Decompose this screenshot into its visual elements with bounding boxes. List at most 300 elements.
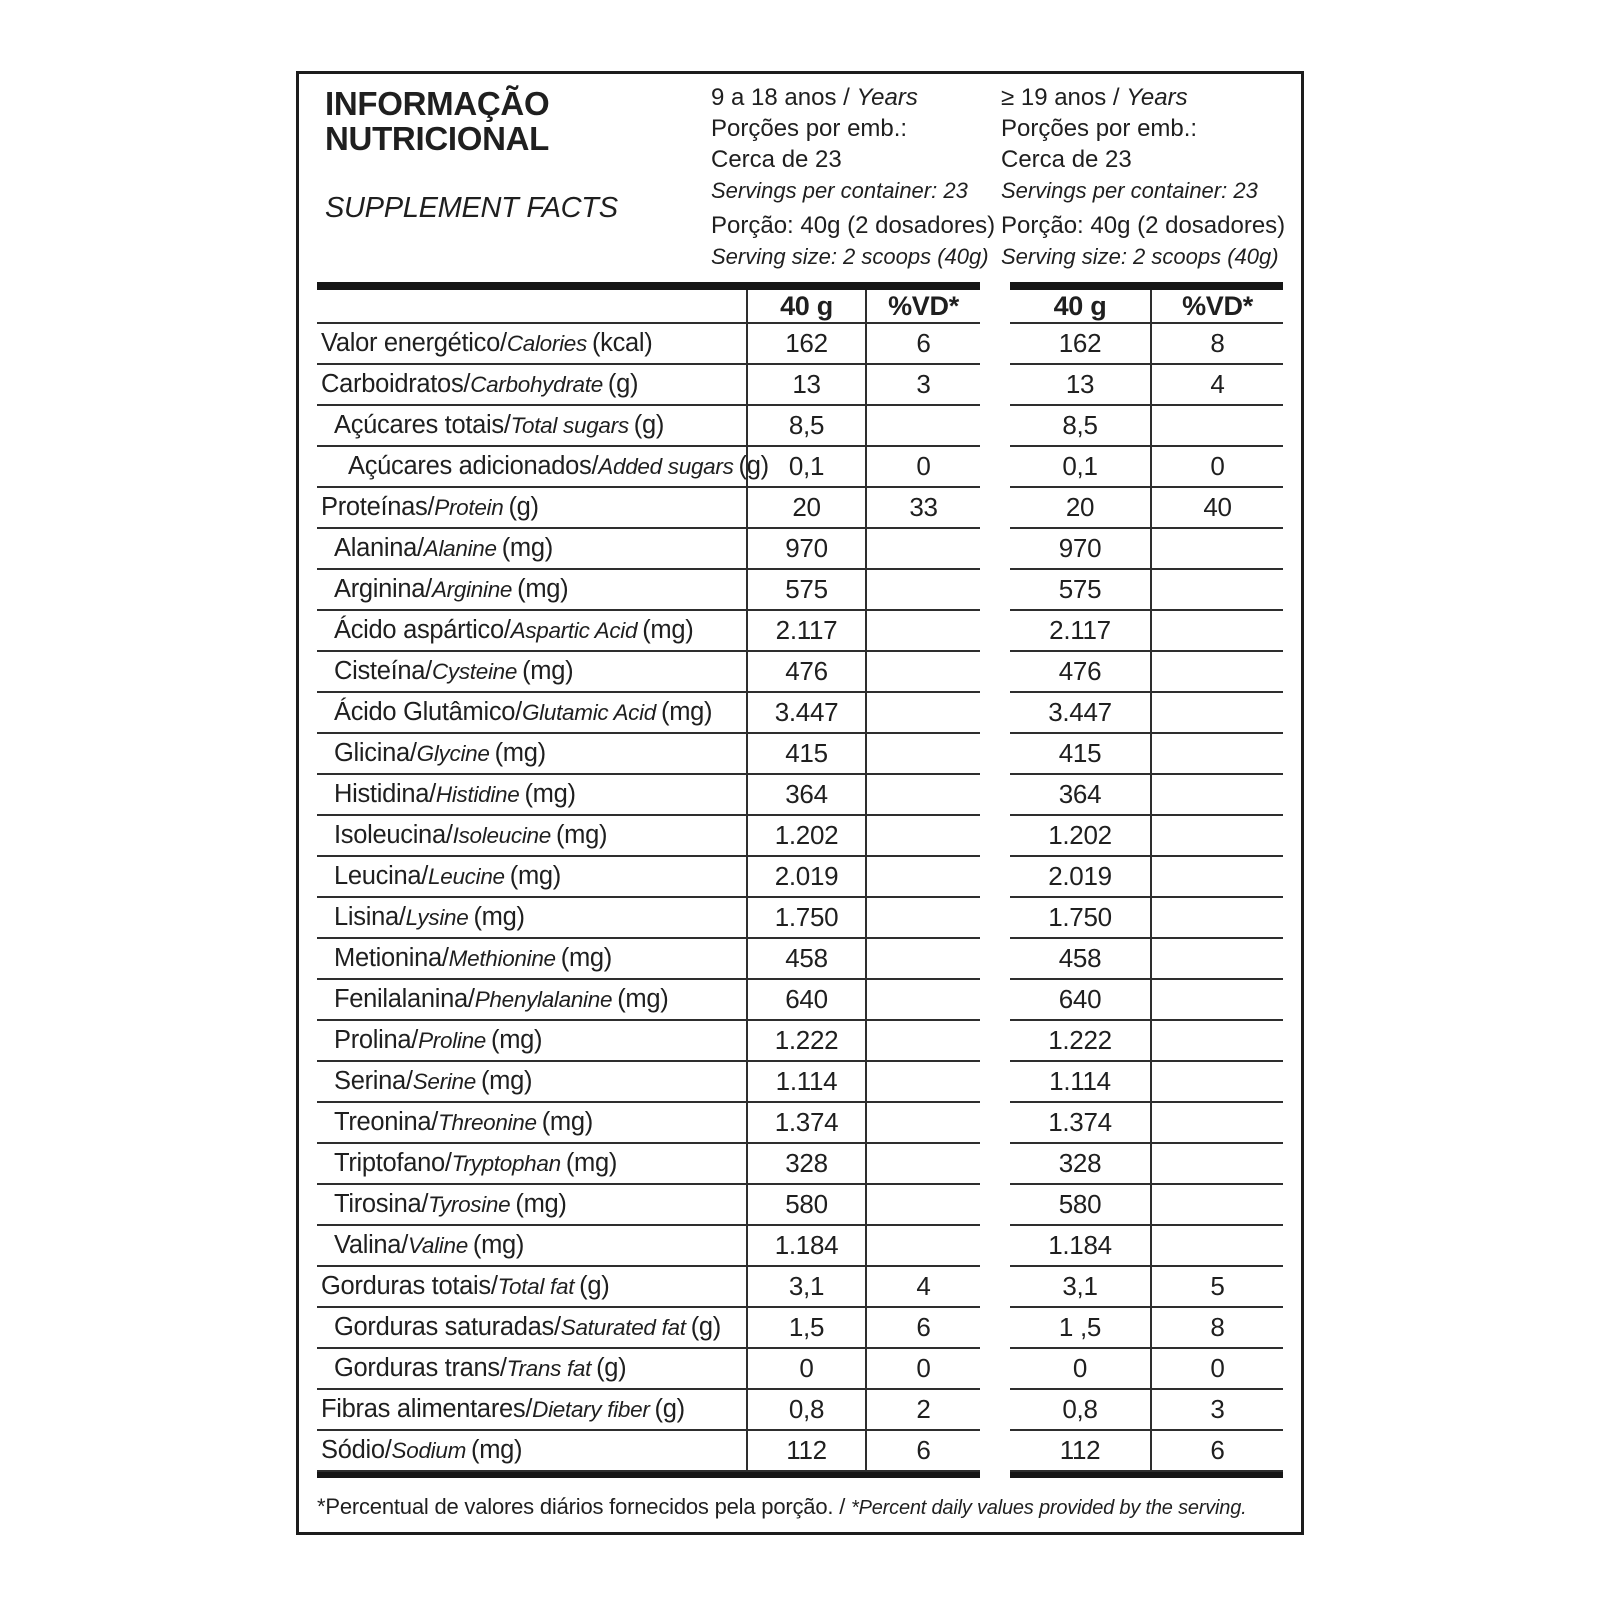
amount-value-group2: 2.117	[1010, 611, 1150, 652]
amount-value-group2: 580	[1010, 1185, 1150, 1226]
dv-value-group2	[1150, 980, 1283, 1021]
nutrient-name-pt: Isoleucina	[334, 821, 446, 849]
nutrient-unit: (mg)	[565, 1149, 618, 1177]
nutrient-name-en: Threonine	[438, 1109, 537, 1135]
age-range-group2	[1001, 82, 1296, 113]
nutrient-name-en: Cysteine	[431, 658, 518, 684]
servings-pt-line1-group1: Porções por emb.:	[711, 115, 908, 142]
column-gap	[980, 980, 1010, 1021]
dv-value-group1	[865, 1226, 980, 1267]
right-pad	[1283, 898, 1300, 939]
serving-info-group1	[711, 82, 996, 272]
dv-value-group2: 8	[1150, 324, 1283, 365]
nutrient-label	[317, 365, 746, 406]
nutrient-row	[317, 1267, 1301, 1308]
nutrient-name-en: Isoleucine	[452, 822, 551, 848]
dv-value-group2	[1150, 1021, 1283, 1062]
dv-value-group1	[865, 406, 980, 447]
nutrient-name-pt: Valina	[334, 1231, 402, 1259]
amount-value-group2: 1.202	[1010, 816, 1150, 857]
nutrient-row	[317, 324, 1301, 365]
nutrient-name-pt: Tirosina	[334, 1190, 422, 1218]
nutrient-unit: (mg)	[494, 739, 546, 767]
nutrient-name-separator: /	[431, 1108, 439, 1136]
dv-value-group1	[865, 1144, 980, 1185]
amount-value-group2: 1.374	[1010, 1103, 1150, 1144]
nutrient-name-pt: Fenilalanina	[334, 985, 468, 1013]
nutrient-label	[317, 570, 746, 611]
amount-value-group2: 13	[1010, 365, 1150, 406]
header-amount-group1: 40 g	[746, 290, 865, 324]
amount-value-group1: 1,5	[746, 1308, 865, 1349]
nutrient-name-separator: /	[425, 575, 432, 603]
right-pad	[1283, 734, 1300, 775]
header-dv-group2: %VD*	[1150, 290, 1283, 324]
right-pad	[1283, 1103, 1300, 1144]
amount-value-group2: 0,1	[1010, 447, 1150, 488]
nutrient-name-pt: Treonina	[334, 1108, 432, 1136]
nutrient-name-en: Dietary fiber	[532, 1396, 650, 1422]
dv-value-group2: 0	[1150, 1349, 1283, 1390]
amount-value-group1: 1.374	[746, 1103, 865, 1144]
top-bar-right-segment	[1010, 282, 1283, 290]
right-pad	[1283, 693, 1300, 734]
servings-pt-line2-group1: Cerca de 23	[711, 146, 842, 173]
amount-value-group2: 328	[1010, 1144, 1150, 1185]
dv-value-group2	[1150, 1062, 1283, 1103]
label-header	[299, 74, 1301, 282]
dv-value-group1: 4	[865, 1267, 980, 1308]
dv-value-group1	[865, 1021, 980, 1062]
amount-value-group1: 20	[746, 488, 865, 529]
table-header-row	[317, 290, 1301, 324]
nutrient-name-separator: /	[444, 1149, 452, 1177]
header-dv-group1: %VD*	[865, 290, 980, 324]
nutrient-row	[317, 734, 1301, 775]
dv-value-group1	[865, 816, 980, 857]
nutrient-unit: (mg)	[501, 534, 553, 562]
right-pad	[1283, 1267, 1300, 1308]
age-range-en: Years	[856, 84, 918, 111]
nutrient-name-en: Carbohydrate	[470, 371, 603, 397]
dv-value-group2	[1150, 939, 1283, 980]
dv-value-group2	[1150, 693, 1283, 734]
age-range-pt: 9 a 18 anos /	[711, 84, 857, 111]
dv-value-group2	[1150, 611, 1283, 652]
nutrient-name-en: Total sugars	[510, 412, 629, 438]
amount-value-group1: 476	[746, 652, 865, 693]
nutrient-name-pt: Proteínas	[321, 493, 428, 521]
right-pad	[1283, 1185, 1300, 1226]
nutrient-unit: (g)	[579, 1272, 610, 1300]
nutrient-label	[317, 734, 746, 775]
nutrient-label	[317, 775, 746, 816]
servings-pt-line1-group2: Porções por emb.:	[1001, 115, 1198, 142]
nutrient-row	[317, 570, 1301, 611]
dv-value-group1	[865, 1103, 980, 1144]
amount-value-group1: 1.222	[746, 1021, 865, 1062]
amount-value-group2: 1 ,5	[1010, 1308, 1150, 1349]
nutrient-name-separator: /	[384, 1436, 392, 1464]
nutrient-name-en: Alanine	[423, 535, 497, 561]
nutrient-name-pt: Açúcares adicionados	[348, 452, 592, 480]
dv-value-group1: 33	[865, 488, 980, 529]
nutrient-unit: (kcal)	[591, 329, 653, 357]
nutrient-name-pt: Leucina	[334, 862, 422, 890]
nutrient-label	[317, 939, 746, 980]
portion-en-group2: Serving size: 2 scoops (40g)	[1001, 244, 1279, 269]
right-pad	[1283, 1390, 1300, 1431]
amount-value-group2: 3,1	[1010, 1267, 1150, 1308]
dv-value-group1: 3	[865, 365, 980, 406]
dv-value-group1: 6	[865, 1431, 980, 1472]
dv-value-group1: 0	[865, 1349, 980, 1390]
nutrient-unit: (mg)	[541, 1108, 593, 1136]
nutrient-row	[317, 1185, 1301, 1226]
dv-value-group2	[1150, 1103, 1283, 1144]
column-gap	[980, 816, 1010, 857]
bottom-bar-left-segment	[317, 1472, 980, 1478]
right-pad	[1283, 857, 1300, 898]
label-title-block	[325, 86, 618, 225]
dv-value-group2	[1150, 406, 1283, 447]
nutrient-name-en: Tyrosine	[428, 1191, 511, 1217]
nutrient-unit: (mg)	[661, 698, 713, 726]
nutrient-name-en: Methionine	[448, 945, 556, 971]
footnote-pt: *Percentual de valores diários fornecidos pela porção. /	[317, 1494, 852, 1519]
nutrient-row	[317, 775, 1301, 816]
nutrient-name-pt: Histidina	[334, 780, 430, 808]
dv-value-group2	[1150, 529, 1283, 570]
right-pad	[1283, 1431, 1300, 1472]
amount-value-group1: 0,1	[746, 447, 865, 488]
nutrient-label	[317, 324, 746, 365]
column-gap	[980, 488, 1010, 529]
amount-value-group1: 328	[746, 1144, 865, 1185]
table-top-bar	[317, 282, 1301, 290]
nutrient-name-pt: Arginina	[334, 575, 426, 603]
nutrient-name-separator: /	[553, 1313, 561, 1341]
amount-value-group1: 415	[746, 734, 865, 775]
column-gap	[980, 775, 1010, 816]
right-pad	[1283, 1308, 1300, 1349]
nutrient-label	[317, 1062, 746, 1103]
nutrient-name-pt: Cisteína	[334, 657, 426, 685]
nutrient-label	[317, 1144, 746, 1185]
nutrient-name-en: Proline	[418, 1027, 487, 1053]
dv-value-group1	[865, 652, 980, 693]
nutrient-name-separator: /	[490, 1272, 498, 1300]
nutrient-name-en: Added sugars	[598, 453, 734, 479]
amount-value-group2: 162	[1010, 324, 1150, 365]
nutrient-row	[317, 1021, 1301, 1062]
nutrient-name-pt: Ácido aspártico	[334, 616, 504, 644]
nutrient-name-separator: /	[467, 985, 475, 1013]
dv-value-group1	[865, 1062, 980, 1103]
nutrient-unit: (g)	[690, 1313, 721, 1341]
dv-value-group2	[1150, 1226, 1283, 1267]
nutrient-name-separator: /	[499, 1354, 507, 1382]
right-pad	[1283, 611, 1300, 652]
nutrient-unit: (mg)	[517, 575, 569, 603]
nutrient-unit: (g)	[633, 411, 665, 439]
nutrient-label	[317, 406, 746, 447]
nutrient-label	[317, 1226, 746, 1267]
nutrient-name-pt: Ácido Glutâmico	[334, 698, 516, 726]
nutrient-label	[317, 652, 746, 693]
dv-value-group1	[865, 529, 980, 570]
nutrient-name-separator: /	[427, 493, 435, 521]
nutrient-label	[317, 1390, 746, 1431]
nutrient-row	[317, 1226, 1301, 1267]
nutrient-label	[317, 529, 746, 570]
dv-value-group1: 6	[865, 324, 980, 365]
nutrient-name-separator: /	[503, 616, 511, 644]
servings-en-group1: Servings per container: 23	[711, 178, 968, 203]
amount-value-group1: 580	[746, 1185, 865, 1226]
nutrient-name-pt: Gorduras trans	[334, 1354, 500, 1382]
dv-value-group2	[1150, 1185, 1283, 1226]
dv-value-group2: 3	[1150, 1390, 1283, 1431]
nutrient-label	[317, 1021, 746, 1062]
column-gap	[980, 1308, 1010, 1349]
nutrient-row	[317, 1308, 1301, 1349]
nutrient-label	[317, 488, 746, 529]
amount-value-group1: 970	[746, 529, 865, 570]
amount-value-group2: 575	[1010, 570, 1150, 611]
nutrient-row	[317, 652, 1301, 693]
nutrient-row	[317, 1144, 1301, 1185]
nutrient-row	[317, 365, 1301, 406]
nutrient-unit: (mg)	[560, 944, 612, 972]
amount-value-group2: 970	[1010, 529, 1150, 570]
dv-value-group1	[865, 570, 980, 611]
portion-pt-group1: Porção: 40g (2 dosadores)	[711, 212, 996, 239]
nutrient-name-separator: /	[429, 780, 436, 808]
label-title-pt-line2: NUTRICIONAL	[325, 120, 550, 157]
right-pad	[1283, 1062, 1300, 1103]
column-gap	[980, 324, 1010, 365]
nutrient-name-separator: /	[515, 698, 522, 726]
column-gap	[980, 1267, 1010, 1308]
dv-value-group1: 0	[865, 447, 980, 488]
right-pad	[1283, 980, 1300, 1021]
nutrient-name-en: Serine	[412, 1068, 476, 1094]
column-gap	[980, 611, 1010, 652]
nutrient-row	[317, 406, 1301, 447]
column-gap	[980, 529, 1010, 570]
nutrient-name-en: Arginine	[431, 576, 513, 602]
amount-value-group1: 640	[746, 980, 865, 1021]
dv-value-group1	[865, 693, 980, 734]
footnote	[317, 1494, 1287, 1520]
dv-value-group2	[1150, 857, 1283, 898]
dv-value-group1: 6	[865, 1308, 980, 1349]
dv-value-group2: 0	[1150, 447, 1283, 488]
nutrition-label	[296, 71, 1304, 1535]
nutrient-name-separator: /	[421, 862, 429, 890]
nutrient-row	[317, 488, 1301, 529]
nutrient-unit: (mg)	[515, 1190, 567, 1218]
right-pad	[1283, 1021, 1300, 1062]
nutrient-unit: (g)	[508, 493, 539, 521]
amount-value-group2: 0	[1010, 1349, 1150, 1390]
nutrient-unit: (mg)	[555, 821, 608, 849]
nutrient-row	[317, 939, 1301, 980]
nutrient-name-pt: Lisina	[334, 903, 399, 931]
nutrient-unit: (g)	[596, 1354, 627, 1382]
amount-value-group1: 13	[746, 365, 865, 406]
column-gap	[980, 1390, 1010, 1431]
dv-value-group2	[1150, 1144, 1283, 1185]
dv-value-group2: 6	[1150, 1431, 1283, 1472]
nutrient-label	[317, 693, 746, 734]
nutrient-name-separator: /	[500, 329, 507, 357]
amount-value-group1: 0,8	[746, 1390, 865, 1431]
nutrition-table	[317, 282, 1301, 1478]
nutrient-name-en: Trans fat	[506, 1355, 592, 1381]
nutrient-name-en: Protein	[434, 494, 504, 520]
right-pad	[1283, 570, 1300, 611]
amount-value-group2: 640	[1010, 980, 1150, 1021]
header-empty-cell	[317, 290, 746, 324]
column-gap	[980, 1144, 1010, 1185]
bottom-bar-right-segment	[1010, 1472, 1283, 1478]
nutrient-unit: (mg)	[522, 657, 574, 685]
dv-value-group2: 40	[1150, 488, 1283, 529]
dv-value-group2: 5	[1150, 1267, 1283, 1308]
amount-value-group2: 3.447	[1010, 693, 1150, 734]
amount-value-group2: 1.222	[1010, 1021, 1150, 1062]
nutrient-name-separator: /	[503, 411, 511, 439]
top-bar-left-segment	[317, 282, 980, 290]
nutrient-unit: (mg)	[642, 616, 694, 644]
nutrient-unit: (mg)	[471, 1436, 523, 1464]
nutrient-label	[317, 1431, 746, 1472]
right-pad	[1283, 939, 1300, 980]
nutrient-row	[317, 611, 1301, 652]
dv-value-group2	[1150, 898, 1283, 939]
column-gap	[980, 1431, 1010, 1472]
table-bottom-bar	[317, 1472, 1301, 1478]
amount-value-group2: 2.019	[1010, 857, 1150, 898]
nutrient-name-en: Lysine	[405, 904, 469, 930]
nutrient-label	[317, 898, 746, 939]
nutrient-unit: (mg)	[491, 1026, 543, 1054]
amount-value-group1: 1.202	[746, 816, 865, 857]
amount-value-group1: 1.750	[746, 898, 865, 939]
nutrient-name-pt: Gorduras totais	[321, 1272, 491, 1300]
nutrient-name-separator: /	[398, 903, 406, 931]
nutrient-row	[317, 529, 1301, 570]
amount-value-group1: 3.447	[746, 693, 865, 734]
right-pad	[1283, 529, 1300, 570]
nutrient-unit: (mg)	[480, 1067, 533, 1095]
column-gap	[980, 898, 1010, 939]
dv-value-group1: 2	[865, 1390, 980, 1431]
nutrient-name-en: Calories	[506, 330, 587, 356]
nutrient-label	[317, 447, 769, 488]
nutrient-name-pt: Açúcares totais	[334, 411, 504, 439]
nutrient-label	[317, 1185, 746, 1226]
servings-pt-line2-group2: Cerca de 23	[1001, 146, 1132, 173]
amount-value-group1: 458	[746, 939, 865, 980]
nutrient-label	[317, 1308, 746, 1349]
amount-value-group1: 8,5	[746, 406, 865, 447]
amount-value-group2: 112	[1010, 1431, 1150, 1472]
nutrient-name-en: Tryptophan	[451, 1150, 561, 1176]
nutrient-name-pt: Valor energético	[321, 329, 501, 357]
nutrient-row	[317, 1103, 1301, 1144]
nutrient-name-en: Glycine	[416, 740, 490, 766]
nutrient-name-separator: /	[445, 821, 453, 849]
dv-value-group2	[1150, 775, 1283, 816]
nutrient-name-separator: /	[416, 534, 424, 562]
column-gap	[980, 1103, 1010, 1144]
nutrient-unit: (mg)	[473, 903, 525, 931]
nutrient-unit: (g)	[738, 452, 769, 480]
column-gap	[980, 447, 1010, 488]
nutrient-name-separator: /	[405, 1067, 413, 1095]
amount-value-group2: 8,5	[1010, 406, 1150, 447]
column-gap	[980, 693, 1010, 734]
right-pad	[1283, 290, 1300, 324]
nutrient-name-en: Valine	[408, 1232, 468, 1258]
nutrient-name-pt: Sódio	[321, 1436, 385, 1464]
nutrient-label	[317, 1103, 746, 1144]
nutrient-name-pt: Fibras alimentares	[321, 1395, 526, 1423]
amount-value-group2: 1.114	[1010, 1062, 1150, 1103]
nutrient-name-pt: Triptofano	[334, 1149, 445, 1177]
dv-value-group1	[865, 898, 980, 939]
nutrient-unit: (mg)	[524, 780, 576, 808]
nutrient-name-pt: Gorduras saturadas	[334, 1313, 554, 1341]
nutrient-row	[317, 857, 1301, 898]
right-pad	[1283, 1144, 1300, 1185]
column-gap	[980, 1349, 1010, 1390]
amount-value-group1: 1.114	[746, 1062, 865, 1103]
column-gap	[980, 1226, 1010, 1267]
nutrient-row	[317, 816, 1301, 857]
nutrient-label	[317, 857, 746, 898]
dv-value-group2: 8	[1150, 1308, 1283, 1349]
nutrient-name-en: Total fat	[497, 1273, 575, 1299]
nutrient-name-separator: /	[463, 370, 471, 398]
dv-value-group1	[865, 611, 980, 652]
nutrient-label	[317, 816, 746, 857]
column-gap	[980, 857, 1010, 898]
nutrient-label	[317, 1267, 746, 1308]
nutrient-name-en: Phenylalanine	[474, 986, 613, 1012]
nutrient-name-en: Sodium	[391, 1437, 467, 1463]
amount-value-group1: 2.019	[746, 857, 865, 898]
nutrient-row	[317, 1062, 1301, 1103]
nutrient-unit: (g)	[607, 370, 639, 398]
column-gap	[980, 365, 1010, 406]
nutrient-row	[317, 693, 1301, 734]
nutrient-name-pt: Serina	[334, 1067, 406, 1095]
amount-value-group1: 364	[746, 775, 865, 816]
nutrient-row	[317, 1349, 1301, 1390]
right-pad	[1283, 365, 1300, 406]
amount-value-group2: 0,8	[1010, 1390, 1150, 1431]
nutrient-label	[317, 980, 746, 1021]
amount-value-group1: 112	[746, 1431, 865, 1472]
column-gap	[980, 1062, 1010, 1103]
amount-value-group2: 364	[1010, 775, 1150, 816]
column-gap	[980, 570, 1010, 611]
portion-en-group1: Serving size: 2 scoops (40g)	[711, 244, 989, 269]
